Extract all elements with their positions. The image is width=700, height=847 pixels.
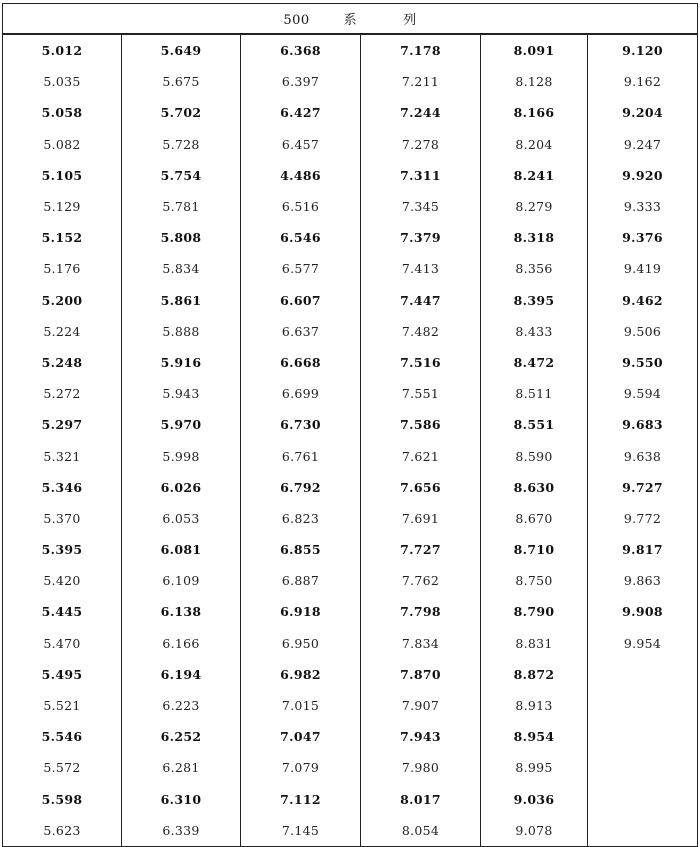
table-cell: 7.015 (241, 690, 361, 721)
table-cell: 6.792 (241, 472, 361, 503)
table-cell: 7.943 (361, 721, 481, 752)
table-row (3, 34, 698, 66)
table-cell: 9.550 (588, 347, 698, 378)
table-cell: 8.318 (481, 222, 588, 253)
table-cell: 8.710 (481, 534, 588, 565)
table-cell: 8.790 (481, 596, 588, 627)
table-row (3, 285, 698, 316)
table-cell: 8.954 (481, 721, 588, 752)
table-cell: 6.281 (122, 752, 241, 783)
table-cell: 9.817 (588, 534, 698, 565)
table-row (3, 222, 698, 253)
table-cell: 5.998 (122, 440, 241, 471)
table-row (3, 690, 698, 721)
table-cell: 8.472 (481, 347, 588, 378)
table-cell: 5.781 (122, 191, 241, 222)
table-cell (588, 690, 698, 721)
table-cell: 8.356 (481, 253, 588, 284)
table-cell: 7.727 (361, 534, 481, 565)
table-cell: 8.395 (481, 285, 588, 316)
table-cell: 5.888 (122, 316, 241, 347)
series-title (3, 4, 698, 35)
table-cell: 5.297 (3, 409, 122, 440)
table-cell: 6.457 (241, 129, 361, 160)
table-cell: 7.907 (361, 690, 481, 721)
table-cell: 9.333 (588, 191, 698, 222)
table-cell (588, 752, 698, 783)
table-cell: 6.887 (241, 565, 361, 596)
table-cell: 6.109 (122, 565, 241, 596)
table-cell (588, 659, 698, 690)
table-cell: 7.278 (361, 129, 481, 160)
table-cell: 6.730 (241, 409, 361, 440)
table-cell: 8.166 (481, 97, 588, 128)
table-cell: 5.035 (3, 66, 122, 97)
table-cell: 9.908 (588, 596, 698, 627)
table-cell: 7.551 (361, 378, 481, 409)
table-cell (588, 784, 698, 815)
table-cell: 6.427 (241, 97, 361, 128)
table-cell: 5.082 (3, 129, 122, 160)
table-cell: 6.397 (241, 66, 361, 97)
table-cell: 9.506 (588, 316, 698, 347)
table-cell: 5.248 (3, 347, 122, 378)
table-cell: 7.621 (361, 440, 481, 471)
table-cell: 8.872 (481, 659, 588, 690)
table-cell: 5.943 (122, 378, 241, 409)
table-cell: 8.630 (481, 472, 588, 503)
table-cell: 8.670 (481, 503, 588, 534)
table-cell: 8.433 (481, 316, 588, 347)
table-cell: 8.511 (481, 378, 588, 409)
table-cell: 7.211 (361, 66, 481, 97)
table-cell: 9.954 (588, 628, 698, 659)
table-row (3, 160, 698, 191)
table-cell: 6.053 (122, 503, 241, 534)
table-cell: 8.913 (481, 690, 588, 721)
table-cell: 5.058 (3, 97, 122, 128)
table-cell: 5.754 (122, 160, 241, 191)
series-500-table (2, 3, 698, 847)
table-cell (588, 721, 698, 752)
table-cell: 9.863 (588, 565, 698, 596)
table-cell: 5.834 (122, 253, 241, 284)
table-cell: 7.311 (361, 160, 481, 191)
table-cell: 7.870 (361, 659, 481, 690)
table-cell: 8.017 (361, 784, 481, 815)
table-cell: 5.152 (3, 222, 122, 253)
table-cell: 6.339 (122, 815, 241, 847)
table-cell: 7.447 (361, 285, 481, 316)
table-cell: 7.834 (361, 628, 481, 659)
table-cell: 7.112 (241, 784, 361, 815)
table-cell: 9.638 (588, 440, 698, 471)
table-cell: 8.279 (481, 191, 588, 222)
table-cell: 6.950 (241, 628, 361, 659)
table-cell: 5.649 (122, 34, 241, 66)
table-cell: 7.145 (241, 815, 361, 847)
table-cell: 6.194 (122, 659, 241, 690)
table-cell: 5.521 (3, 690, 122, 721)
table-cell: 6.252 (122, 721, 241, 752)
table-cell: 6.166 (122, 628, 241, 659)
table-row (3, 784, 698, 815)
table-cell: 6.026 (122, 472, 241, 503)
table-cell: 4.486 (241, 160, 361, 191)
table-row (3, 191, 698, 222)
table-cell: 7.691 (361, 503, 481, 534)
table-cell: 5.370 (3, 503, 122, 534)
table-row (3, 815, 698, 847)
table-cell: 7.047 (241, 721, 361, 752)
table-cell: 7.586 (361, 409, 481, 440)
table-cell: 6.577 (241, 253, 361, 284)
table-cell: 9.727 (588, 472, 698, 503)
table-cell: 8.551 (481, 409, 588, 440)
table-cell: 6.699 (241, 378, 361, 409)
table-cell: 7.762 (361, 565, 481, 596)
table-cell: 9.376 (588, 222, 698, 253)
table-cell: 5.105 (3, 160, 122, 191)
table-cell: 6.368 (241, 34, 361, 66)
table-cell: 9.162 (588, 66, 698, 97)
table-cell: 5.598 (3, 784, 122, 815)
table-cell: 7.413 (361, 253, 481, 284)
table-cell: 5.272 (3, 378, 122, 409)
table-cell: 5.470 (3, 628, 122, 659)
table-row (3, 97, 698, 128)
table-cell: 7.656 (361, 472, 481, 503)
table-cell: 8.750 (481, 565, 588, 596)
table-cell: 5.012 (3, 34, 122, 66)
table-row (3, 472, 698, 503)
table-cell: 5.546 (3, 721, 122, 752)
table-row (3, 378, 698, 409)
table-cell: 9.204 (588, 97, 698, 128)
table-cell: 5.495 (3, 659, 122, 690)
table-row (3, 253, 698, 284)
table-cell: 6.668 (241, 347, 361, 378)
table-cell: 6.607 (241, 285, 361, 316)
table-row (3, 534, 698, 565)
table-cell: 8.590 (481, 440, 588, 471)
table-cell: 5.321 (3, 440, 122, 471)
table-row (3, 440, 698, 471)
table-cell: 7.482 (361, 316, 481, 347)
table-cell: 6.918 (241, 596, 361, 627)
table-cell: 8.204 (481, 129, 588, 160)
table-cell: 9.920 (588, 160, 698, 191)
table-cell: 9.772 (588, 503, 698, 534)
table-row (3, 628, 698, 659)
table-cell: 8.831 (481, 628, 588, 659)
table-cell: 5.702 (122, 97, 241, 128)
table-cell: 5.572 (3, 752, 122, 783)
table-row (3, 659, 698, 690)
series-table-container (2, 3, 697, 841)
table-row (3, 752, 698, 783)
table-cell: 5.728 (122, 129, 241, 160)
table-row (3, 66, 698, 97)
table-cell: 5.129 (3, 191, 122, 222)
table-cell: 9.036 (481, 784, 588, 815)
table-cell: 6.516 (241, 191, 361, 222)
table-cell: 8.995 (481, 752, 588, 783)
series-word-lie: 列 (403, 13, 417, 28)
table-row (3, 409, 698, 440)
table-row (3, 503, 698, 534)
table-cell: 7.079 (241, 752, 361, 783)
table-cell: 7.244 (361, 97, 481, 128)
table-cell: 7.178 (361, 34, 481, 66)
table-cell: 7.345 (361, 191, 481, 222)
table-cell: 5.445 (3, 596, 122, 627)
table-cell: 6.823 (241, 503, 361, 534)
table-cell: 6.546 (241, 222, 361, 253)
table-cell: 5.808 (122, 222, 241, 253)
table-cell: 6.761 (241, 440, 361, 471)
table-cell: 5.395 (3, 534, 122, 565)
table-row (3, 316, 698, 347)
table-cell: 5.200 (3, 285, 122, 316)
table-cell: 8.054 (361, 815, 481, 847)
table-cell: 6.081 (122, 534, 241, 565)
table-cell: 9.120 (588, 34, 698, 66)
table-cell (588, 815, 698, 847)
series-word-xi: 系 (343, 13, 358, 28)
table-cell: 9.594 (588, 378, 698, 409)
table-cell: 6.982 (241, 659, 361, 690)
table-cell: 9.462 (588, 285, 698, 316)
table-row (3, 565, 698, 596)
table-cell: 6.138 (122, 596, 241, 627)
table-cell: 9.683 (588, 409, 698, 440)
table-cell: 5.916 (122, 347, 241, 378)
table-cell: 8.241 (481, 160, 588, 191)
table-cell: 6.310 (122, 784, 241, 815)
table-cell: 9.247 (588, 129, 698, 160)
table-cell: 5.861 (122, 285, 241, 316)
table-body (3, 34, 698, 846)
table-cell: 5.176 (3, 253, 122, 284)
table-cell: 7.980 (361, 752, 481, 783)
table-cell: 5.346 (3, 472, 122, 503)
table-cell: 7.516 (361, 347, 481, 378)
table-row (3, 721, 698, 752)
table-cell: 6.223 (122, 690, 241, 721)
table-cell: 9.419 (588, 253, 698, 284)
table-cell: 5.224 (3, 316, 122, 347)
table-cell: 7.798 (361, 596, 481, 627)
table-row (3, 129, 698, 160)
table-cell: 6.637 (241, 316, 361, 347)
table-cell: 5.970 (122, 409, 241, 440)
table-cell: 5.420 (3, 565, 122, 596)
table-row (3, 347, 698, 378)
series-number: 500 (283, 13, 310, 28)
table-header-row (3, 4, 698, 35)
table-cell: 5.675 (122, 66, 241, 97)
table-cell: 8.128 (481, 66, 588, 97)
table-cell: 6.855 (241, 534, 361, 565)
table-cell: 9.078 (481, 815, 588, 847)
table-cell: 7.379 (361, 222, 481, 253)
table-cell: 8.091 (481, 34, 588, 66)
table-row (3, 596, 698, 627)
table-cell: 5.623 (3, 815, 122, 847)
